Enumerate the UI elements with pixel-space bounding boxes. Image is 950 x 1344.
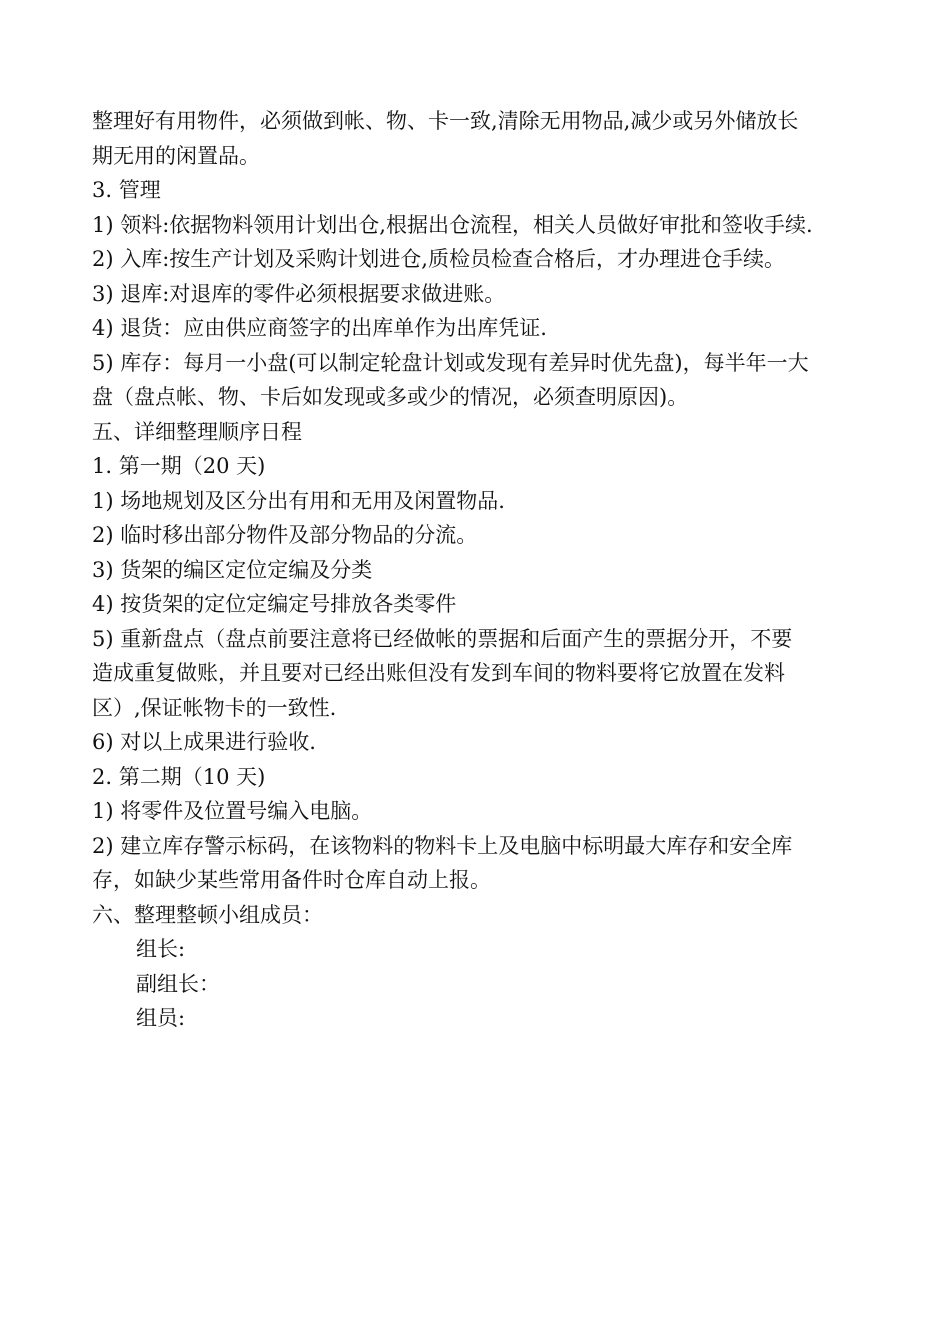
text-line: 盘（盘点帐、物、卡后如发现或多或少的情况，必须查明原因)。: [92, 385, 689, 409]
section-heading-schedule: 五、详细整理顺序日程: [92, 419, 302, 444]
list-item: 3) 货架的编区定位定编及分类: [92, 557, 373, 582]
list-item: 6) 对以上成果进行验收.: [92, 730, 316, 754]
text-line: 区）,保证帐物卡的一致性.: [92, 695, 337, 720]
list-item-warning-code: [92, 829, 872, 898]
text-line: 造成重复做账，并且要对已经出账但没有发到车间的物料要将它放置在发料: [92, 661, 785, 685]
text-line: 整理好有用物件，必须做到帐、物、卡一致,清除无用物品,减少或另外储放长: [92, 109, 799, 133]
list-item: 4) 按货架的定位定编定号排放各类零件: [92, 592, 457, 616]
phase-title: 1. 第一期（20 天): [92, 454, 266, 478]
list-item: 1) 领料:依据物料领用计划出仓,根据出仓流程，相关人员做好审批和签收手续.: [92, 212, 813, 237]
section-heading-management: 3. 管理: [92, 178, 161, 202]
list-item-stock: [92, 346, 872, 415]
list-item: 2) 入库:按生产计划及采购计划进仓,质检员检查合格后，才办理进仓手续。: [92, 247, 785, 271]
text-line: 5) 重新盘点（盘点前要注意将已经做帐的票据和后面产生的票据分开，不要: [92, 626, 793, 651]
section-heading-members: 六、整理整顿小组成员：: [92, 902, 323, 927]
member-vice-leader: 副组长：: [136, 971, 220, 996]
phase-title: 2. 第二期（10 天): [92, 764, 266, 789]
list-item: 1) 场地规划及区分出有用和无用及闲置物品.: [92, 488, 505, 513]
text-line: 2) 建立库存警示标码，在该物料的物料卡上及电脑中标明最大库存和安全库: [92, 833, 793, 858]
text-line: 期无用的闲置品。: [92, 143, 260, 168]
paragraph-intro: [92, 104, 872, 173]
member-member: 组员:: [136, 1006, 186, 1030]
text-line: 存，如缺少某些常用备件时仓库自动上报。: [92, 868, 491, 892]
list-item-recount: [92, 622, 872, 726]
document-page: [92, 104, 872, 1036]
text-line: 5) 库存：每月一小盘(可以制定轮盘计划或发现有差异时优先盘)，每半年一大: [92, 350, 809, 375]
list-item: 1) 将零件及位置号编入电脑。: [92, 799, 373, 823]
member-leader: 组长:: [136, 937, 186, 961]
list-item: 3) 退库:对退库的零件必须根据要求做进账。: [92, 281, 506, 306]
list-item: 4) 退货：应由供应商签字的出库单作为出库凭证.: [92, 316, 547, 340]
list-item: 2) 临时移出部分物件及部分物品的分流。: [92, 523, 478, 547]
